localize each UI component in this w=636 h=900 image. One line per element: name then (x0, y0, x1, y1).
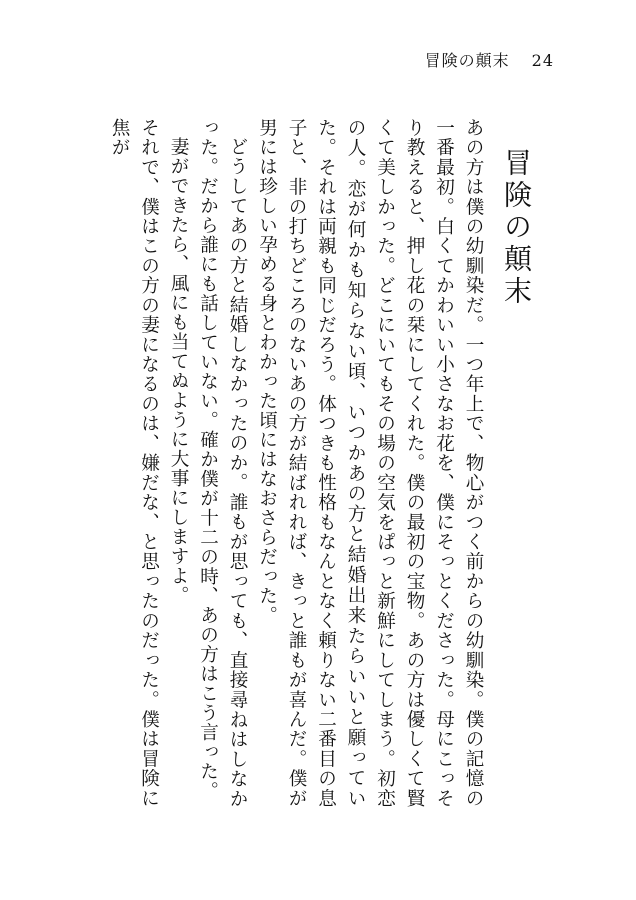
chapter-title: 冒険の顛末 (500, 148, 533, 308)
page-number: 24 (531, 51, 554, 70)
running-head (425, 48, 554, 71)
dialogue-line: 妻ができたら、風にも当てぬように大事にしますよ。 (168, 136, 189, 605)
running-head-title: 冒険の顛末 (424, 51, 510, 70)
body-text (109, 118, 488, 808)
paragraph-1: あの方は僕の幼馴染だ。一つ年上で、物心がつく前からの幼馴染。僕の記憶の一番最初。白くてかわいい小さなお花を、僕にそっとくださった。母にこっそり教えると、押し花の栞にしてくれた。僕の最初の宝物。あの方は優しくて賢くて美しかった。どこにいてもその場の空気をぱっと新鮮にしてしまう。初恋の人。恋が何かも知らない頃、いつかあの方と結婚出来たらいいと願っていた。それは両親も同じだろう。体つきも性格もなんとなく頼りない二番目の息子と、非の打ちどころのないあの方が結ばれれば、きっと誰もが喜んだ。僕が男には珍しい孕める身とわかった頃にはなおさらだった。 (256, 118, 484, 808)
paragraph-3: それで、僕はこの方の妻になるのは、嫌だな、と思ったのだった。僕は冒険に焦が (109, 118, 160, 808)
paragraph-2: どうしてあの方と結婚しなかったのか。誰もが思っても、直接尋ねはしなかった。だから誰にも話していない。確か僕が十二の時、あの方はこう言った。 (197, 118, 248, 808)
